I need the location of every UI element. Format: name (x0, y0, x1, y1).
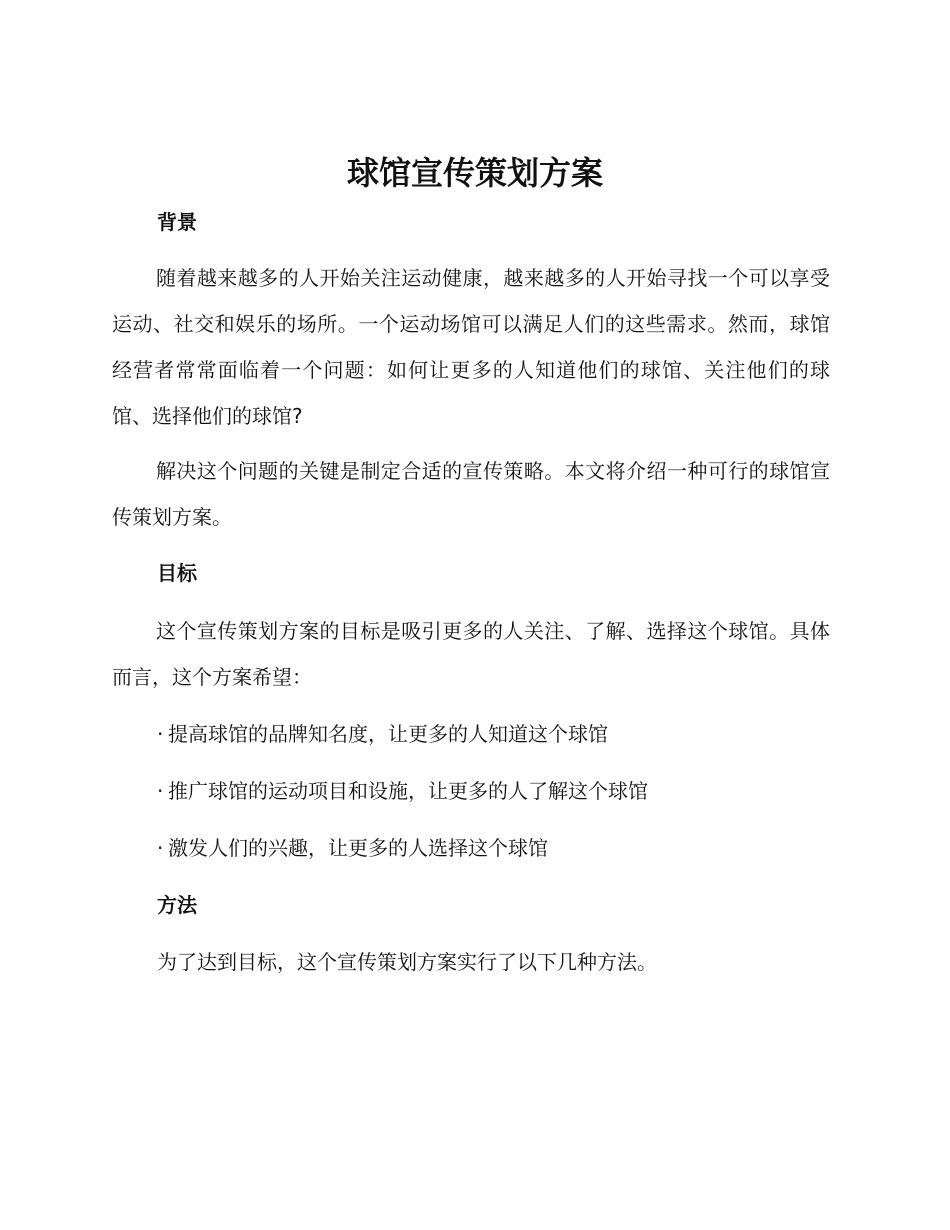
bullet-marker: · (157, 779, 164, 803)
document-title: 球馆宣传策划方案 (346, 154, 603, 192)
section-heading-goals: 目标 (157, 561, 197, 585)
section-heading-methods: 方法 (157, 893, 197, 917)
list-item (157, 768, 648, 814)
bullet-marker: · (157, 722, 164, 746)
bullet-text: 激发人们的兴趣，让更多的人选择这个球馆 (168, 836, 548, 860)
list-item (157, 825, 648, 871)
paragraph-background-2: 解决这个问题的关键是制定合适的宣传策略。本文将介绍一种可行的球馆宣传策划方案。 (112, 459, 830, 529)
list-item (157, 711, 648, 757)
paragraph-goals-1: 这个宣传策划方案的目标是吸引更多的人关注、了解、选择这个球馆。具体而言，这个方案希望： (112, 619, 830, 689)
bullet-text: 推广球馆的运动项目和设施，让更多的人了解这个球馆 (168, 779, 648, 803)
bullet-marker: · (157, 836, 164, 860)
paragraph-background-1: 随着越来越多的人开始关注运动健康，越来越多的人开始寻找一个可以享受运动、社交和娱乐的场所。一个运动场馆可以满足人们的这些需求。然而，球馆经营者常常面临着一个问题：如何让更多的人知道他们的球馆、关注他们的球馆、选择他们的球馆? (112, 266, 830, 428)
bullet-text: 提高球馆的品牌知名度，让更多的人知道这个球馆 (168, 722, 608, 746)
paragraph-methods-1: 为了达到目标，这个宣传策划方案实行了以下几种方法。 (157, 950, 657, 974)
goals-bullet-list (157, 711, 648, 882)
section-heading-background: 背景 (157, 210, 197, 234)
